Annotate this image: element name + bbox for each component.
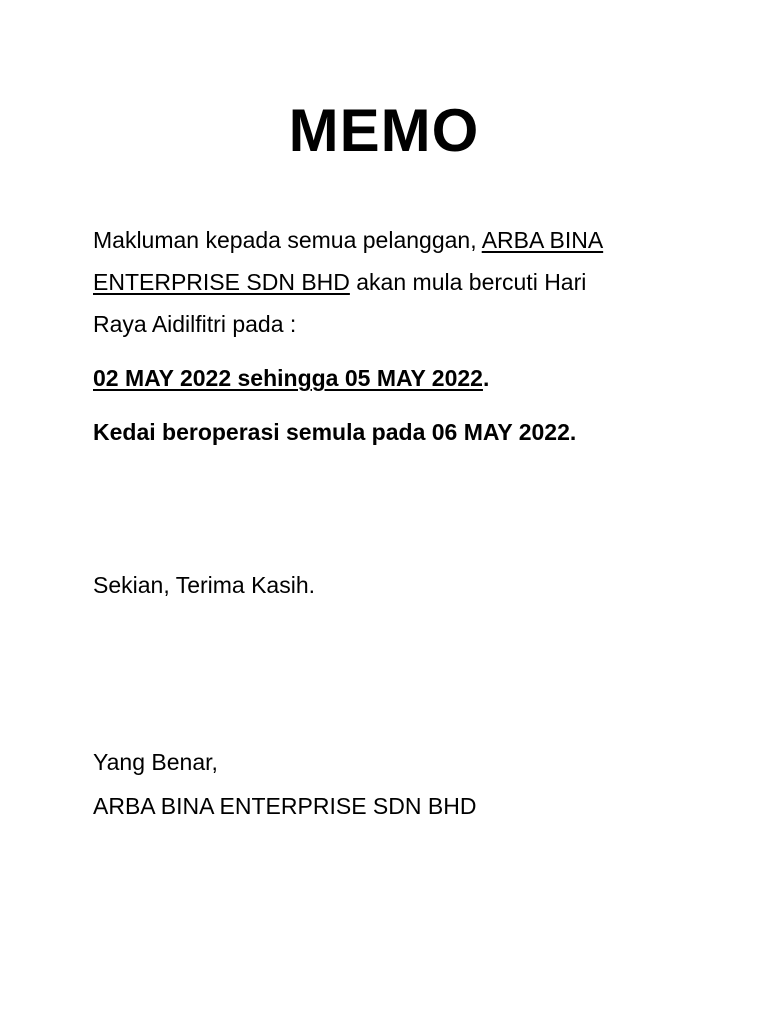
company-name-part-1: ARBA BINA — [481, 227, 604, 253]
date-range-text: 02 MAY 2022 sehingga 05 MAY 2022 — [93, 365, 483, 391]
date-range-period: . — [482, 365, 490, 391]
reopen-notice: Kedai beroperasi semula pada 06 MAY 2022. — [93, 419, 577, 445]
memo-title: MEMO — [288, 97, 480, 164]
intro-paragraph — [93, 219, 693, 345]
company-signature: ARBA BINA ENTERPRISE SDN BHD — [93, 793, 477, 819]
closing-remark: Sekian, Terima Kasih. — [93, 572, 316, 598]
intro-after-company-text: akan mula bercuti Hari — [349, 269, 587, 295]
company-name-part-2: ENTERPRISE SDN BHD — [93, 269, 350, 295]
intro-lead-text: Makluman kepada semua pelanggan, — [93, 227, 482, 253]
holiday-date-range — [93, 357, 489, 399]
signoff: Yang Benar, — [93, 749, 218, 775]
intro-line-3: Raya Aidilfitri pada : — [93, 311, 297, 337]
intro-line-1 — [93, 219, 693, 261]
intro-line-2 — [93, 261, 693, 303]
